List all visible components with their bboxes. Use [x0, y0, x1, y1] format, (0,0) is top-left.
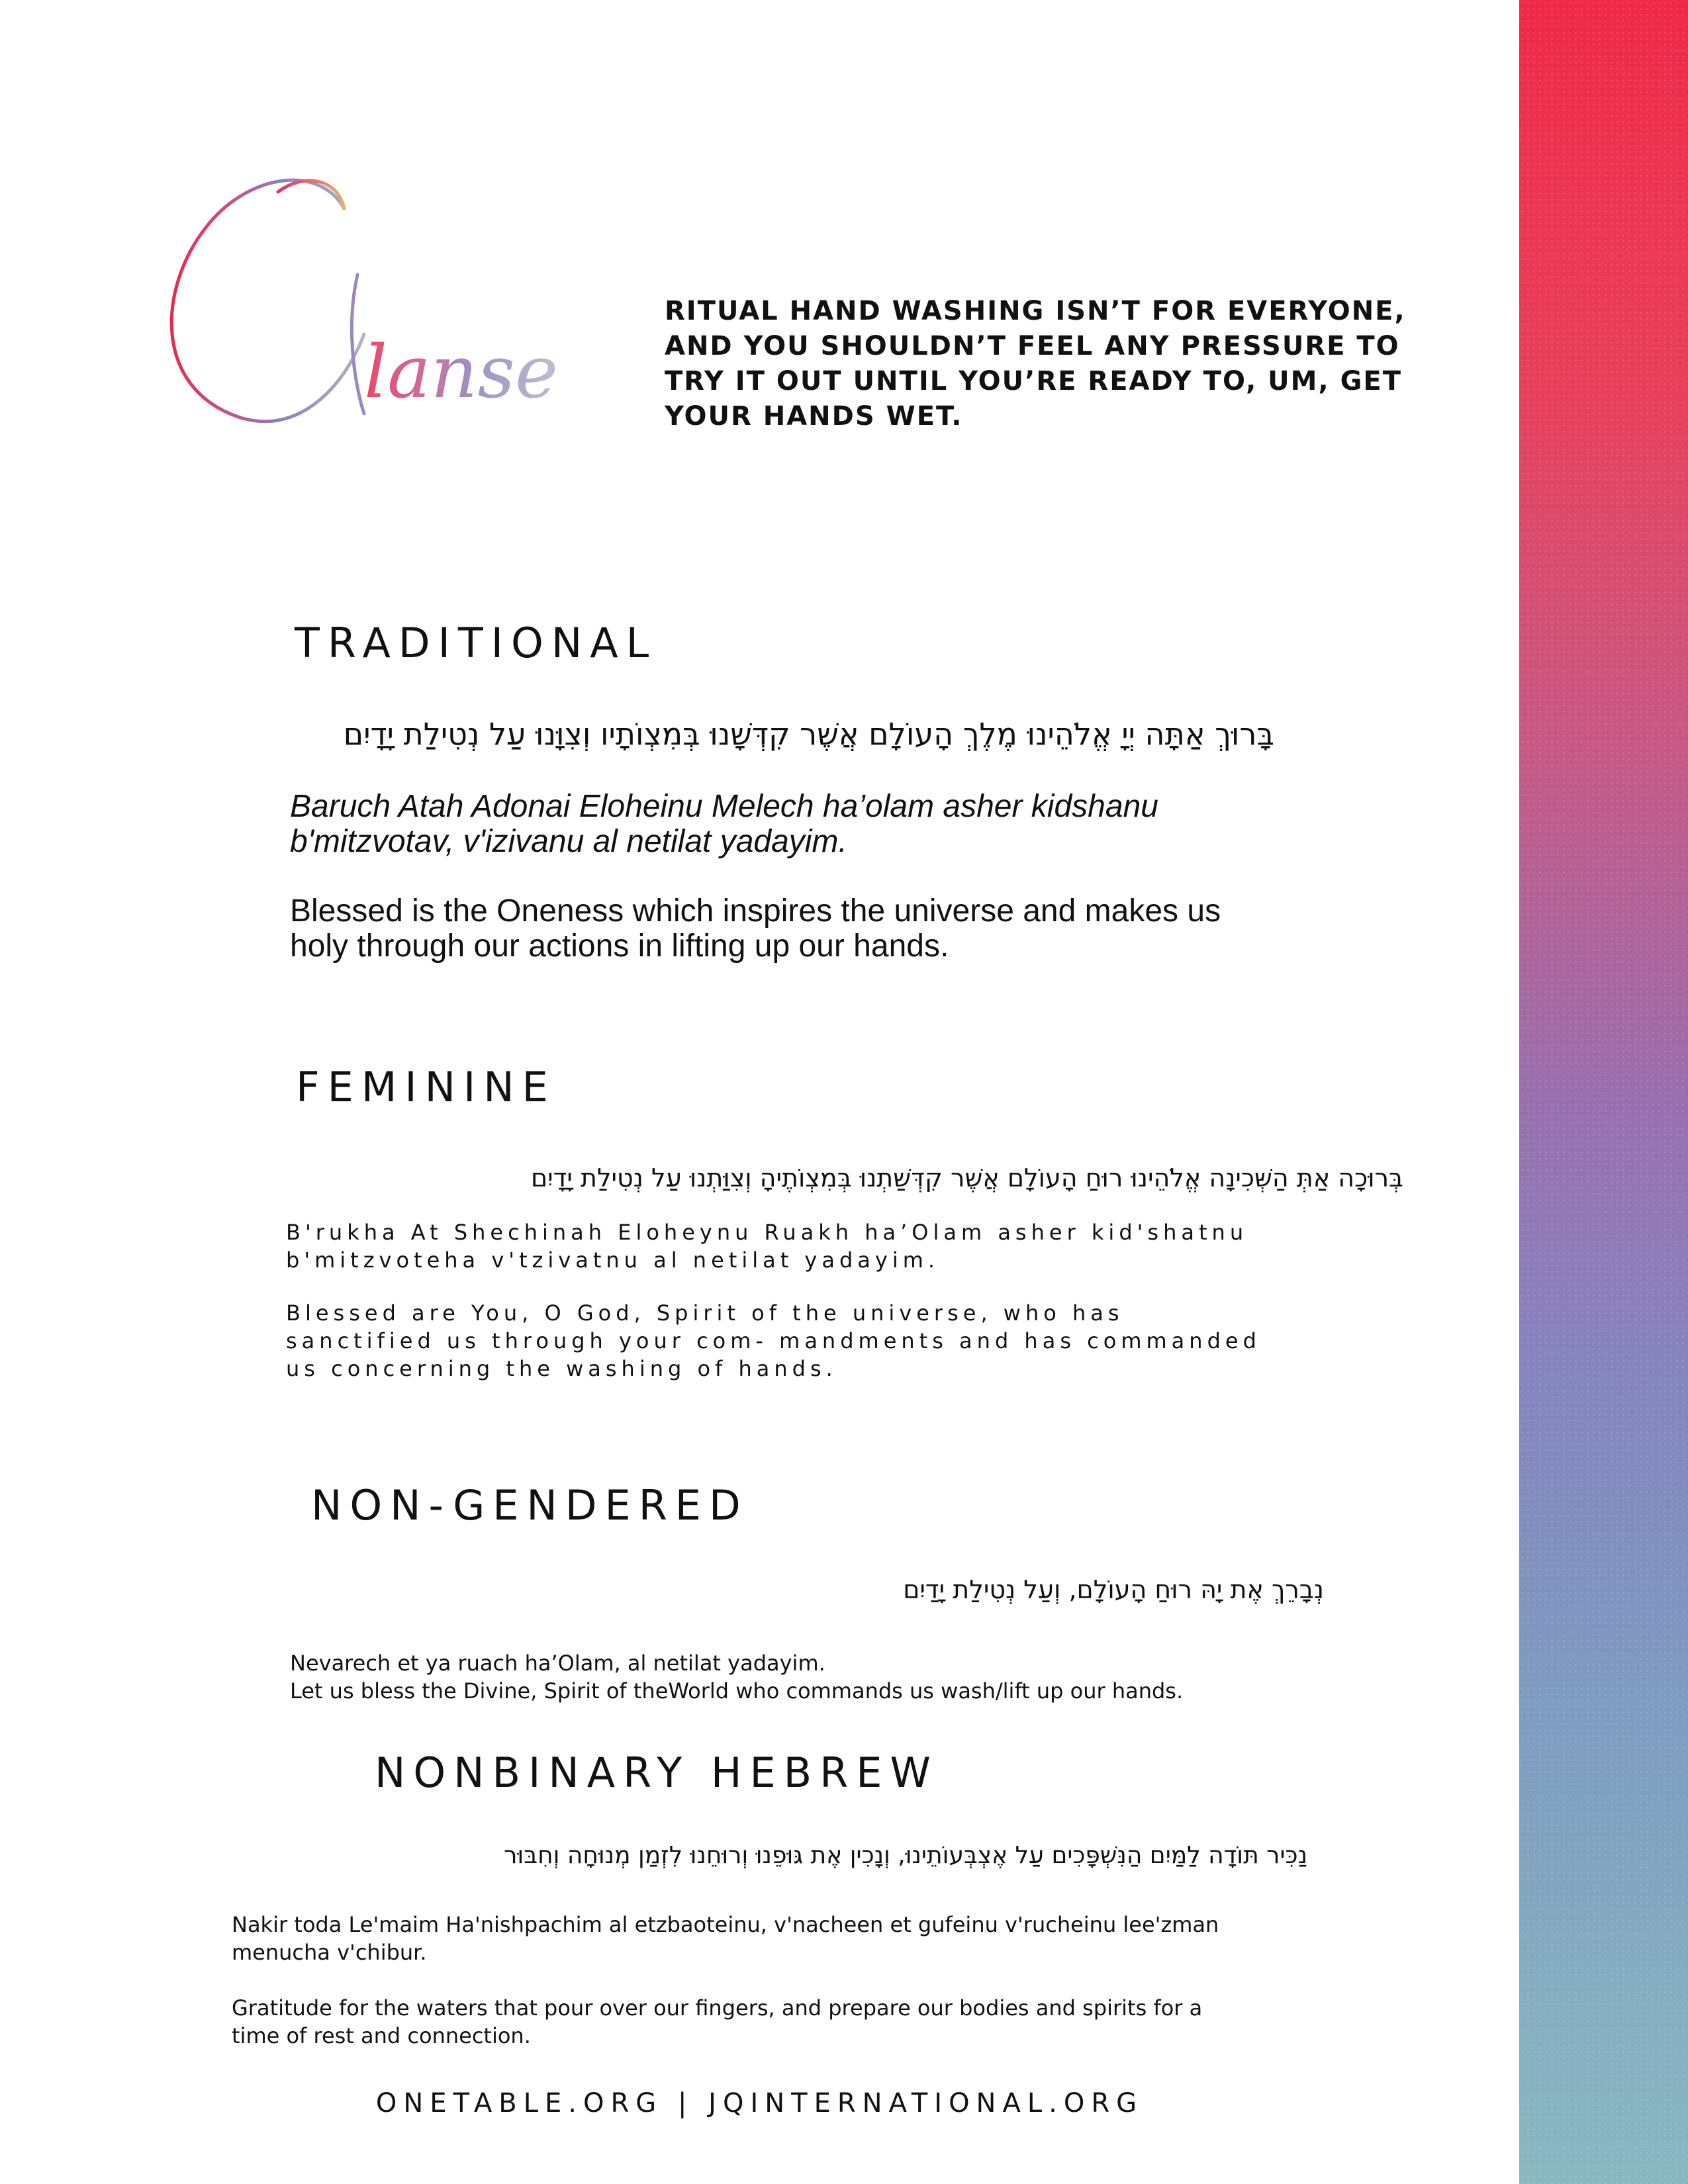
svg-text:lanse: lanse — [364, 330, 559, 414]
heading-traditional: TRADITIONAL — [295, 619, 657, 667]
translation-traditional: Blessed is the Oneness which inspires the universe and makes us holy through our actions in lifting up our hands. — [290, 893, 1221, 964]
intro-text: RITUAL HAND WASHING ISN’T FOR EVERYONE, AND YOU SHOULDN’T FEEL ANY PRESSURE TO TRY IT OUT UNTIL YOU’RE READY TO, UM, GET YOUR HANDS WET. — [665, 296, 1406, 432]
heading-nonbinary-hebrew: NONBINARY HEBREW — [375, 1749, 939, 1797]
heading-feminine: FEMININE — [296, 1063, 556, 1111]
hebrew-nonbinary: נַכִּיר תּוֹדָה לַמַּיִם הַנִּשְׁפָּכִים עַל אֶצְבְּעוֹתֵינוּ, וְנָכִין אֶת גּוּפֵנוּ וְרוּחֵנוּ לִזְמַן מְנוּחָה וְחִבּוּר — [504, 1842, 1307, 1869]
logo-text: Cleanse — [351, 407, 354, 408]
heading-non-gendered: NON-GENDERED — [311, 1481, 749, 1529]
transliteration-nonbinary: Nakir toda Le'maim Ha'nishpachim al etzbaoteinu, v'nacheen et gufeinu v'rucheinu lee'zman menucha v'chibur. — [232, 1912, 1219, 1965]
hebrew-traditional: בָּרוּךְ אַתָּה יְיָ אֱלֹהֵינוּ מֶלֶךְ הָעוֹלָם אֲשֶׁר קִדְּשָׁנוּ בְּמִצְוֹתָיו וְצִוָּנוּ עַל נְטִילַת יָדָיִם — [343, 716, 1274, 752]
hebrew-non-gendered: נְבָרֵךְ אֶת יָהּ רוּחַ הָעוֹלָם, וְעַל נְטִילַת יָדַיִם — [903, 1575, 1324, 1604]
transliteration-feminine: B'rukha At Shechinah Eloheynu Ruakh ha’Olam asher kid'shatnu b'mitzvoteha v'tzivatnu al netilat yadayim. — [286, 1220, 1248, 1273]
footer-links: ONETABLE.ORG | JQINTERNATIONAL.ORG — [375, 2088, 1144, 2118]
decorative-gradient-bar — [1519, 0, 1688, 2184]
transliteration-non-gendered: Nevarech et ya ruach ha’Olam, al netilat yadayim. Let us bless the Divine, Spirit of theWorld who commands us wash/lift up our hands. — [290, 1651, 1184, 1704]
translation-feminine: Blessed are You, O God, Spirit of the universe, who has sanctified us through your com- mandments and has commanded us concerning the washing of hands. — [286, 1300, 1261, 1381]
cleanse-logo — [146, 169, 635, 433]
hebrew-feminine: בְּרוּכָה אַתְּ הַשְּׁכִינָה אֱלֹהֵינוּ רוּחַ הָעוֹלָם אֲשֶׁר קִדְּשַׁתְנוּ בְּמִצְוֹתֶיהָ וְצִוַּתְנוּ עַל נְטִילַת יָדָיִם — [530, 1163, 1403, 1193]
transliteration-traditional: Baruch Atah Adonai Eloheinu Melech ha’olam asher kidshanu b'mitzvotav, v'izivanu al netilat yadayim. — [290, 789, 1158, 859]
translation-nonbinary: Gratitude for the waters that pour over our fingers, and prepare our bodies and spirits for a time of rest and connection. — [232, 1995, 1203, 2048]
